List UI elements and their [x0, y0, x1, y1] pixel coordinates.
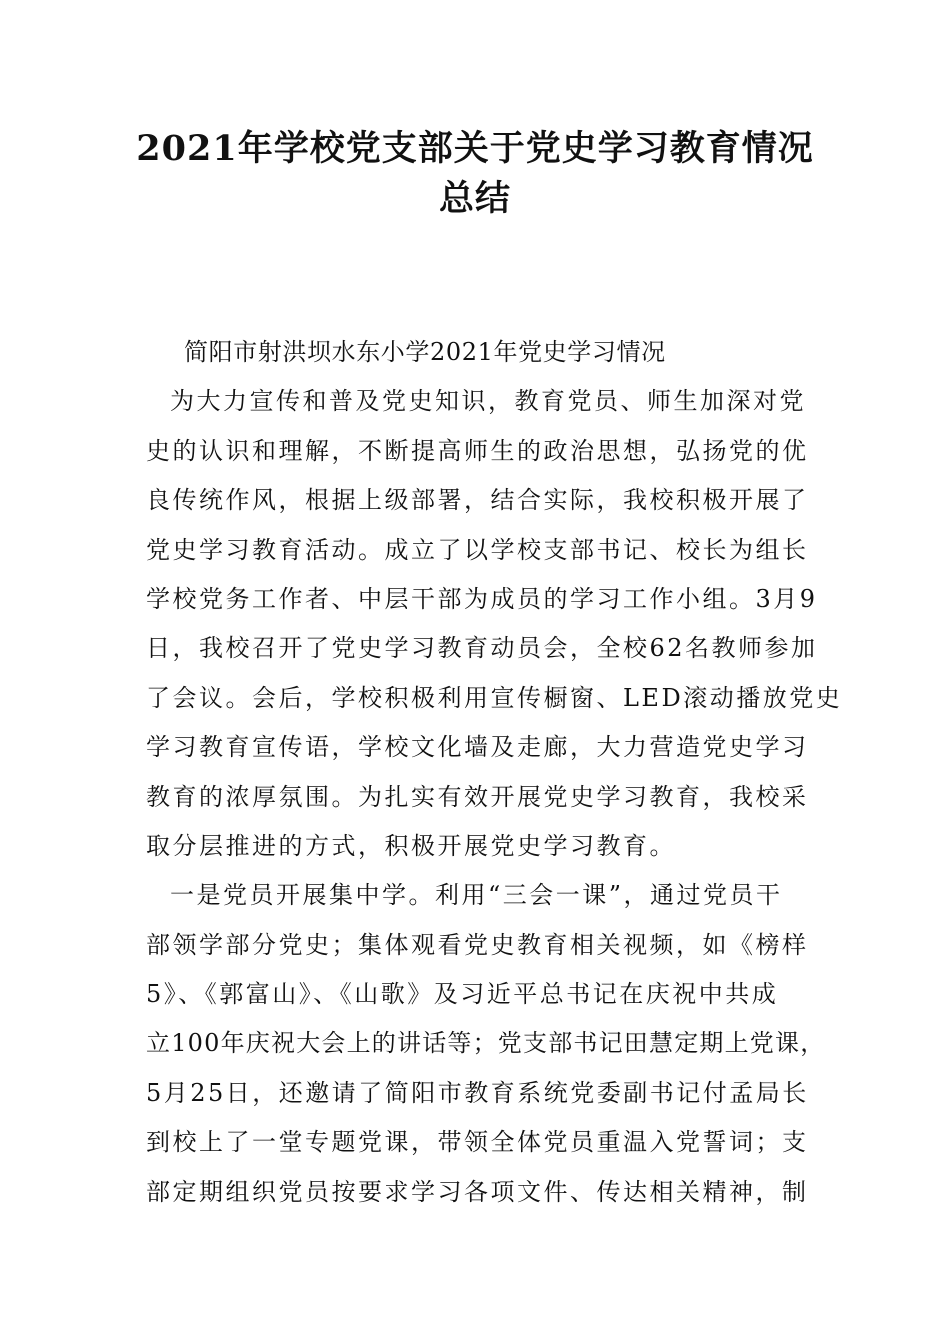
body-line: 学习教育宣传语，学校文化墙及走廊，大力营造党史学习	[146, 733, 809, 762]
body-line: 部定期组织党员按要求学习各项文件、传达相关精神，制	[146, 1177, 809, 1206]
body-line: 到校上了一堂专题党课，带领全体党员重温入党誓词；支	[146, 1128, 809, 1157]
body-line: 教育的浓厚氛围。为扎实有效开展党史学习教育，我校采	[146, 782, 809, 811]
document-body	[146, 328, 843, 1217]
body-line: 了会议。会后，学校积极利用宣传橱窗、LED滚动播放党史	[146, 683, 843, 712]
body-line: 部领学部分党史；集体观看党史教育相关视频，如《榜样	[146, 930, 809, 959]
title-line-2: 总结	[438, 178, 511, 219]
body-line: 一是党员开展集中学。利用“三会一课”，通过党员干	[170, 881, 783, 910]
body-line: 5月25日，还邀请了简阳市教育系统党委副书记付孟局长	[146, 1078, 809, 1107]
body-line: 取分层推进的方式，积极开展党史学习教育。	[146, 831, 676, 860]
document-title	[120, 124, 830, 224]
body-line: 5》、《郭富山》、《山歌》及习近平总书记在庆祝中共成	[146, 980, 779, 1009]
body-line: 党史学习教育活动。成立了以学校支部书记、校长为组长	[146, 535, 809, 564]
title-line-1: 2021年学校党支部关于党史学习教育情况	[136, 128, 814, 169]
body-line: 史的认识和理解，不断提高师生的政治思想，弘扬党的优	[146, 436, 809, 465]
body-line: 立100年庆祝大会上的讲话等；党支部书记田慧定期上党课，	[146, 1029, 826, 1058]
body-line: 为大力宣传和普及党史知识，教育党员、师生加深对党	[170, 387, 806, 416]
body-line: 日，我校召开了党史学习教育动员会，全校62名教师参加	[146, 634, 818, 663]
body-line: 良传统作风，根据上级部署，结合实际，我校积极开展了	[146, 486, 809, 515]
subtitle-line: 简阳市射洪坝水东小学2021年党史学习情况	[184, 338, 666, 366]
body-line: 学校党务工作者、中层干部为成员的学习工作小组。3月9	[146, 584, 818, 613]
